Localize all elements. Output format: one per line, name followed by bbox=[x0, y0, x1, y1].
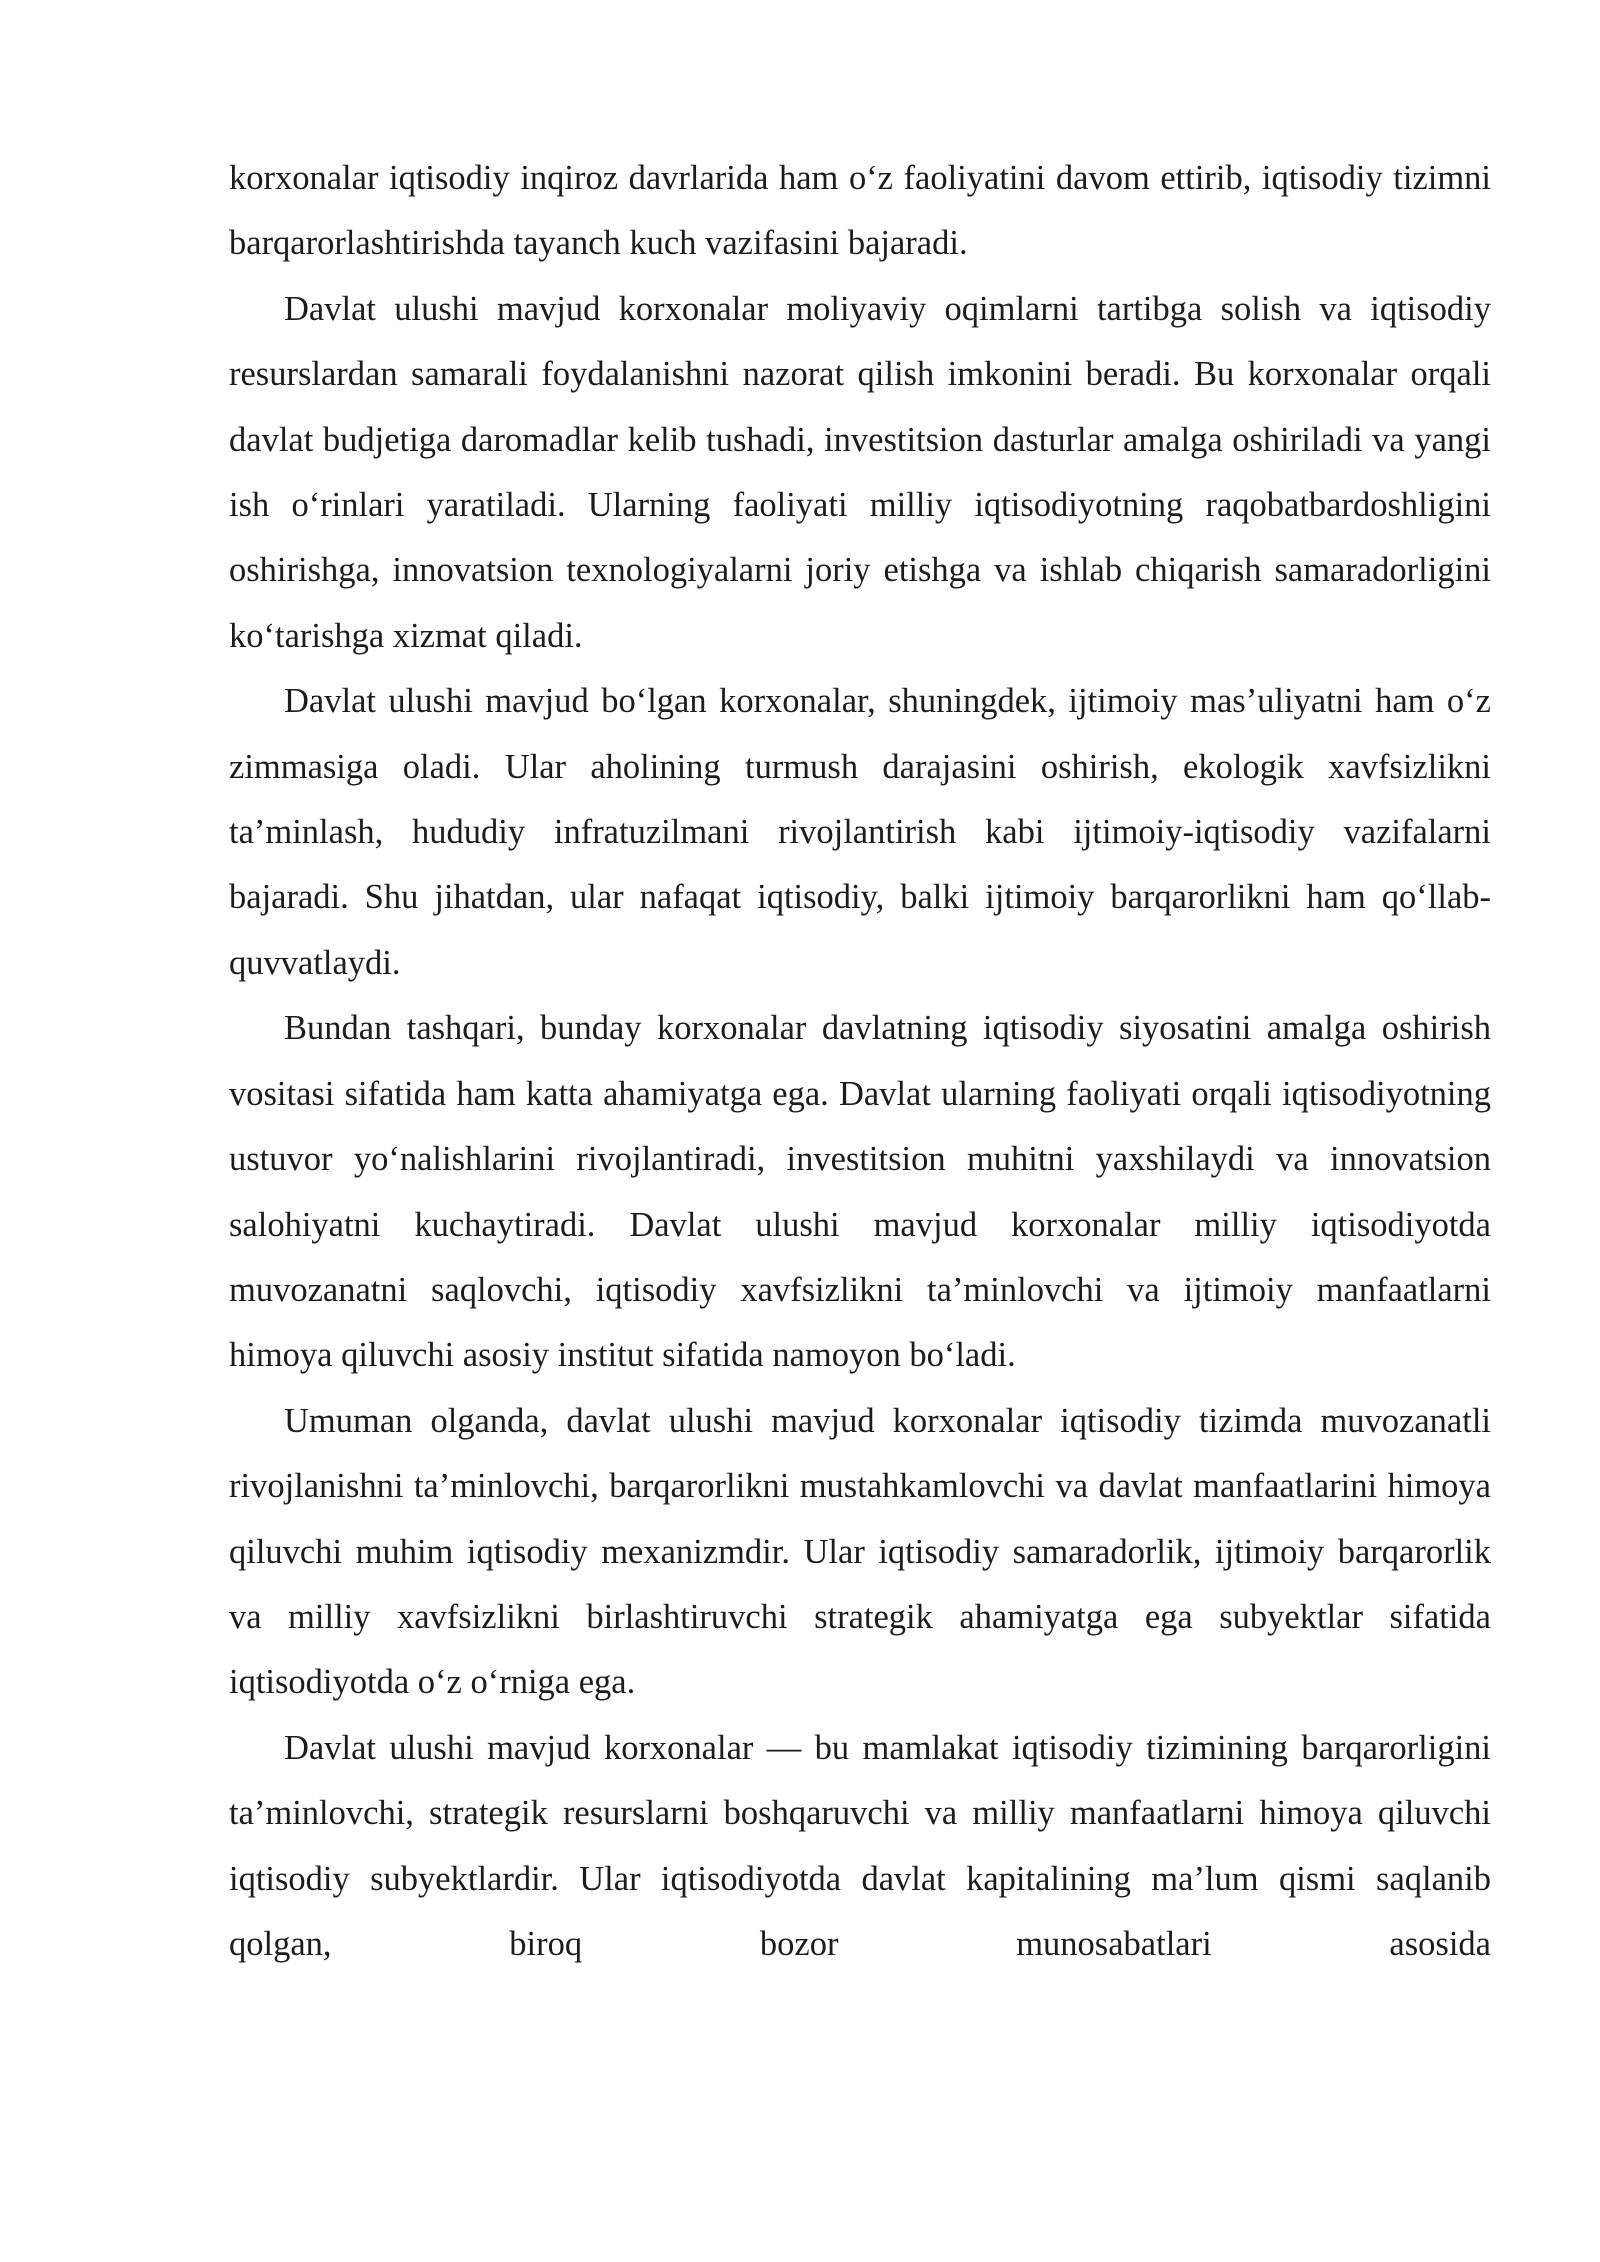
paragraph-5: Umuman olganda, davlat ulushi mavjud korxonalar iqtisodiy tizimda muvozanatli rivojlanishni ta’minlovchi, barqarorlikni mustahkamlovchi va davlat manfaatlarini himoya qiluvchi muhim iqtisodiy mexanizmdir. Ular iqtisodiy samaradorlik, ijtimoiy barqarorlik va milliy xavfsizlikni birlashtiruvchi strategik ahamiyatga ega subyektlar sifatida iqtisodiyotda o‘z o‘rniga ega. bbox=[229, 1401, 1491, 1702]
paragraph-3: Davlat ulushi mavjud bo‘lgan korxonalar, shuningdek, ijtimoiy mas’uliyatni ham o‘z zimmasiga oladi. Ular aholining turmush darajasini oshirish, ekologik xavfsizlikni ta’minlash, hududiy infratuzilmani rivojlantirish kabi ijtimoiy-iqtisodiy vazifalarni bajaradi. Shu jihatdan, ular nafaqat iqtisodiy, balki ijtimoiy barqarorlikni ham qo‘llab-quvvatlaydi. bbox=[229, 682, 1491, 982]
paragraph-2: Davlat ulushi mavjud korxonalar moliyaviy oqimlarni tartibga solish va iqtisodiy resurslardan samarali foydalanishni nazorat qilish imkonini beradi. Bu korxonalar orqali davlat budjetiga daromadlar kelib tushadi, investitsion dasturlar amalga oshiriladi va yangi ish o‘rinlari yaratiladi. Ularning faoliyati milliy iqtisodiyotning raqobatbardoshligini oshirishga, innovatsion texnologiyalarni joriy etishga va ishlab chiqarish samaradorligini ko‘tarishga xizmat qiladi. bbox=[229, 289, 1491, 655]
paragraph-4: Bundan tashqari, bunday korxonalar davlatning iqtisodiy siyosatini amalga oshirish vositasi sifatida ham katta ahamiyatga ega. Davlat ularning faoliyati orqali iqtisodiyotning ustuvor yo‘nalishlarini rivojlantiradi, investitsion muhitni yaxshilaydi va innovatsion salohiyatni kuchaytiradi. Davlat ulushi mavjud korxonalar milliy iqtisodiyotda muvozanatni saqlovchi, iqtisodiy xavfsizlikni ta’minlovchi va ijtimoiy manfaatlarni himoya qiluvchi asosiy institut sifatida namoyon bo‘ladi. bbox=[229, 1009, 1491, 1375]
document-page bbox=[229, 146, 1491, 1977]
paragraph-6: Davlat ulushi mavjud korxonalar — bu mamlakat iqtisodiy tizimining barqarorligini ta’minlovchi, strategik resurslarni boshqaruvchi va milliy manfaatlarni himoya qiluvchi iqtisodiy subyektlardir. Ular iqtisodiyotda davlat kapitalining ma’lum qismi saqlanib qolgan, biroq bozor munosabatlari asosida bbox=[229, 1728, 1491, 1963]
paragraph-1: korxonalar iqtisodiy inqiroz davrlarida ham o‘z faoliyatini davom ettirib, iqtisodiy tizimni barqarorlashtirishda tayanch kuch vazifasini bajaradi. bbox=[229, 159, 1491, 263]
